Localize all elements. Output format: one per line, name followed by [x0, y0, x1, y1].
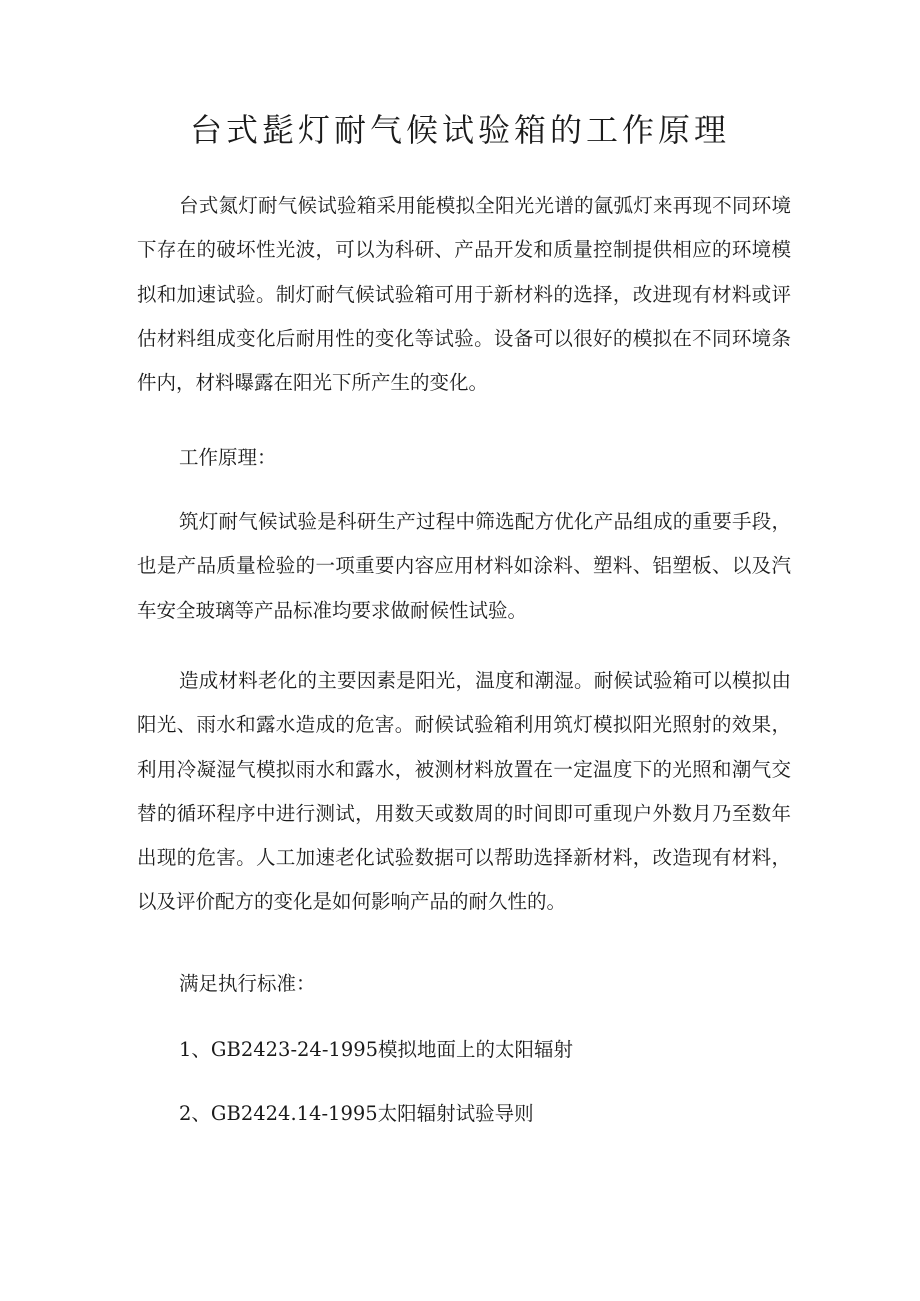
standard-item-1: 1、GB2423-24-1995模拟地面上的太阳辐射 [179, 1038, 574, 1061]
section-heading-working-principle: 工作原理： [179, 446, 277, 469]
aging-factors-paragraph: 造成材料老化的主要因素是阳光，温度和潮湿。耐候试验箱可以模拟由阳光、雨水和露水造成的危害。耐候试验箱利用筑灯模拟阳光照射的效果，利用冷凝湿气模拟雨水和露水，被测材料放置在一定温度下的光照和潮气交替的循环程序中进行测试，用数天或数周的时间即可重现户外数月乃至数年出现的危害。人工加速老化试验数据可以帮助选择新材料，改造现有材料，以及评价配方的变化是如何影响产品的耐久性的。 [137, 669, 791, 914]
document-title: 台式髭灯耐气候试验箱的工作原理 [189, 111, 730, 149]
intro-paragraph: 台式氮灯耐气候试验箱采用能模拟全阳光光谱的氤弧灯来再现不同环境下存在的破坏性光波，可以为科研、产品开发和质量控制提供相应的环境模拟和加速试验。制灯耐气候试验箱可用于新材料的选择，改进现有材料或评估材料组成变化后耐用性的变化等试验。设备可以很好的模拟在不同环境条件内，材料曝露在阳光下所产生的变化。 [137, 194, 791, 395]
section-heading-standards: 满足执行标准： [179, 972, 316, 995]
standard-item-2: 2、GB2424.14-1995太阳辐射试验导则 [179, 1102, 534, 1125]
principle-paragraph: 筑灯耐气候试验是科研生产过程中筛选配方优化产品组成的重要手段，也是产品质量检验的一项重要内容应用材料如涂料、塑料、铝塑板、以及汽车安全玻璃等产品标准均要求做耐候性试验。 [137, 510, 791, 622]
